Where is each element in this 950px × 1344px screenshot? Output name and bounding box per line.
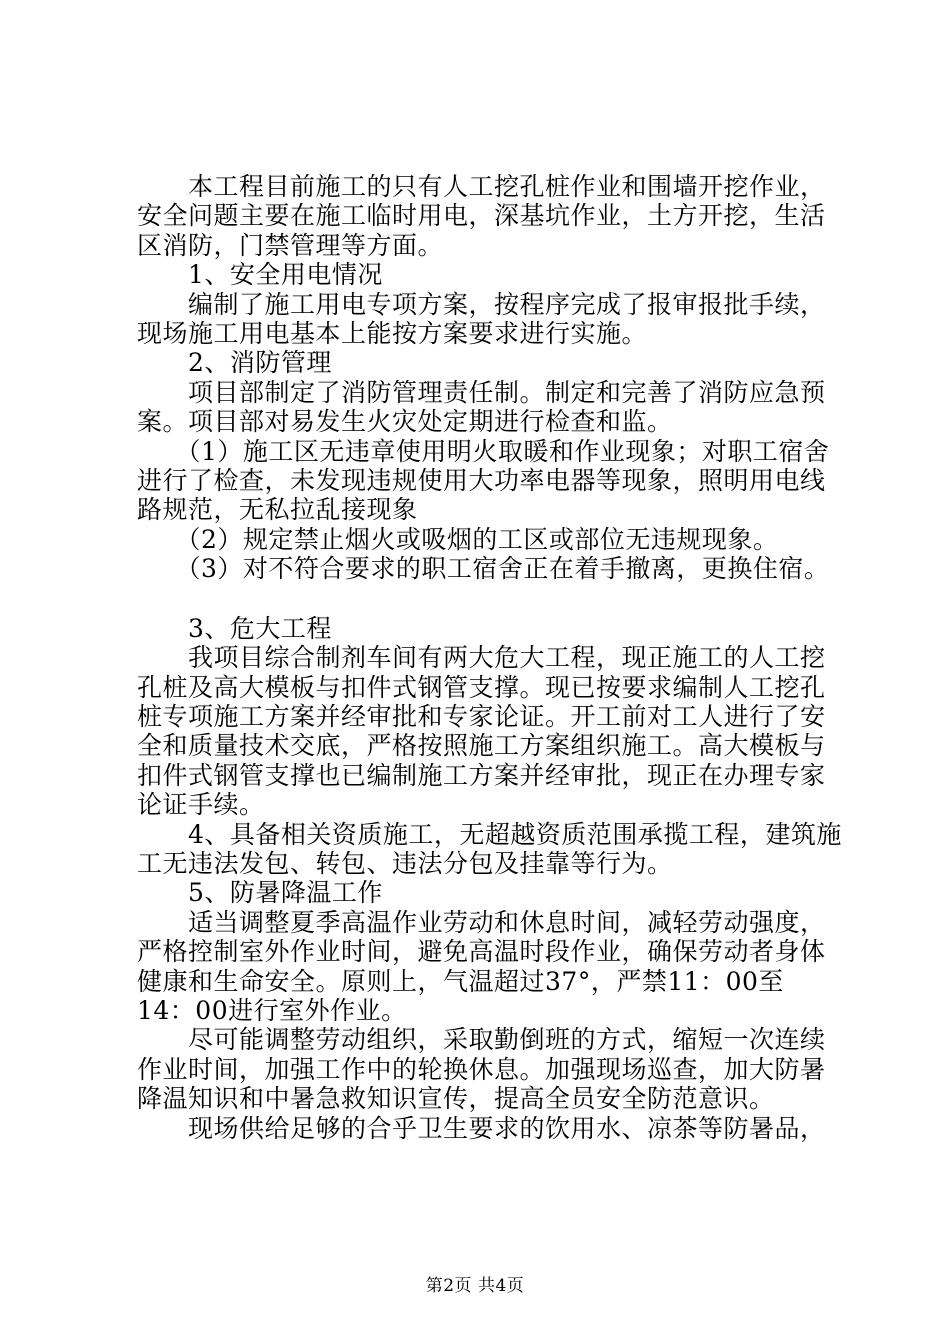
text-line: 现场施工用电基本上能按方案要求进行实施。 bbox=[137, 319, 648, 349]
text-line: 严格控制室外作业时间，避免高温时段作业，确保劳动者身体 bbox=[137, 937, 826, 967]
text-line: 1、安全用电情况 bbox=[137, 260, 383, 290]
text-line: 孔桩及高大模板与扣件式钢管支撑。现已按要求编制人工挖孔 bbox=[137, 672, 826, 702]
text-line: 14：00进行室外作业。 bbox=[137, 995, 407, 1025]
text-line: 区消防，门禁管理等方面。 bbox=[137, 230, 444, 260]
text-line: 路规范，无私拉乱接现象 bbox=[137, 495, 418, 525]
text-block-hazard-heat bbox=[137, 613, 842, 1143]
text-line: 作业时间，加强工作中的轮换休息。加强现场巡查，加大防暑 bbox=[137, 1054, 826, 1084]
document-body bbox=[137, 172, 842, 1143]
text-line: （3）对不符合要求的职工宿舍正在着手撤离，更换住宿。 bbox=[137, 554, 830, 584]
text-line: 论证手续。 bbox=[137, 790, 265, 820]
text-line: 进行了检查，未发现违规使用大功率电器等现象，照明用电线 bbox=[137, 466, 826, 496]
text-line: 2、消防管理 bbox=[137, 348, 332, 378]
text-line: 全和质量技术交底，严格按照施工方案组织施工。高大模板与 bbox=[137, 731, 826, 761]
text-line: 降温知识和中暑急救知识宣传，提高全员安全防范意识。 bbox=[137, 1084, 775, 1114]
text-block-safety-fire bbox=[137, 172, 837, 584]
page-footer: 第2页 共4页 bbox=[425, 1276, 525, 1296]
text-line: 3、危大工程 bbox=[137, 613, 332, 643]
text-line: 本工程目前施工的只有人工挖孔桩作业和围墙开挖作业， bbox=[137, 172, 826, 201]
text-line: 5、防暑降温工作 bbox=[137, 878, 383, 908]
text-line: 尽可能调整劳动组织，采取勤倒班的方式，缩短一次连续 bbox=[137, 1025, 826, 1055]
text-line: 我项目综合制剂车间有两大危大工程，现正施工的人工挖 bbox=[137, 643, 826, 673]
text-line: 安全问题主要在施工临时用电，深基坑作业，土方开挖，生活 bbox=[137, 201, 826, 231]
text-line: 健康和生命安全。原则上，气温超过37°，严禁11：00至 bbox=[137, 966, 784, 996]
text-line: 桩专项施工方案并经审批和专家论证。开工前对工人进行了安 bbox=[137, 701, 826, 731]
text-line: 4、具备相关资质施工，无超越资质范围承揽工程，建筑施 bbox=[137, 819, 842, 849]
text-line: 现场供给足够的合乎卫生要求的饮用水、凉茶等防暑品， bbox=[137, 1113, 826, 1143]
text-line: 编制了施工用电专项方案，按程序完成了报审报批手续， bbox=[137, 289, 826, 319]
paragraph-gap bbox=[137, 584, 837, 614]
text-line: 项目部制定了消防管理责任制。制定和完善了消防应急预 bbox=[137, 377, 826, 407]
text-line: （1）施工区无违章使用明火取暖和作业现象；对职工宿舍 bbox=[137, 436, 830, 466]
text-line: 扣件式钢管支撑也已编制施工方案并经审批，现正在办理专家 bbox=[137, 760, 826, 790]
text-line: 工无违法发包、转包、违法分包及挂靠等行为。 bbox=[137, 848, 673, 878]
text-line: 案。项目部对易发生火灾处定期进行检查和监。 bbox=[137, 407, 673, 437]
text-line: （2）规定禁止烟火或吸烟的工区或部位无违规现象。 bbox=[137, 524, 779, 554]
text-line: 适当调整夏季高温作业劳动和休息时间，减轻劳动强度， bbox=[137, 907, 826, 937]
